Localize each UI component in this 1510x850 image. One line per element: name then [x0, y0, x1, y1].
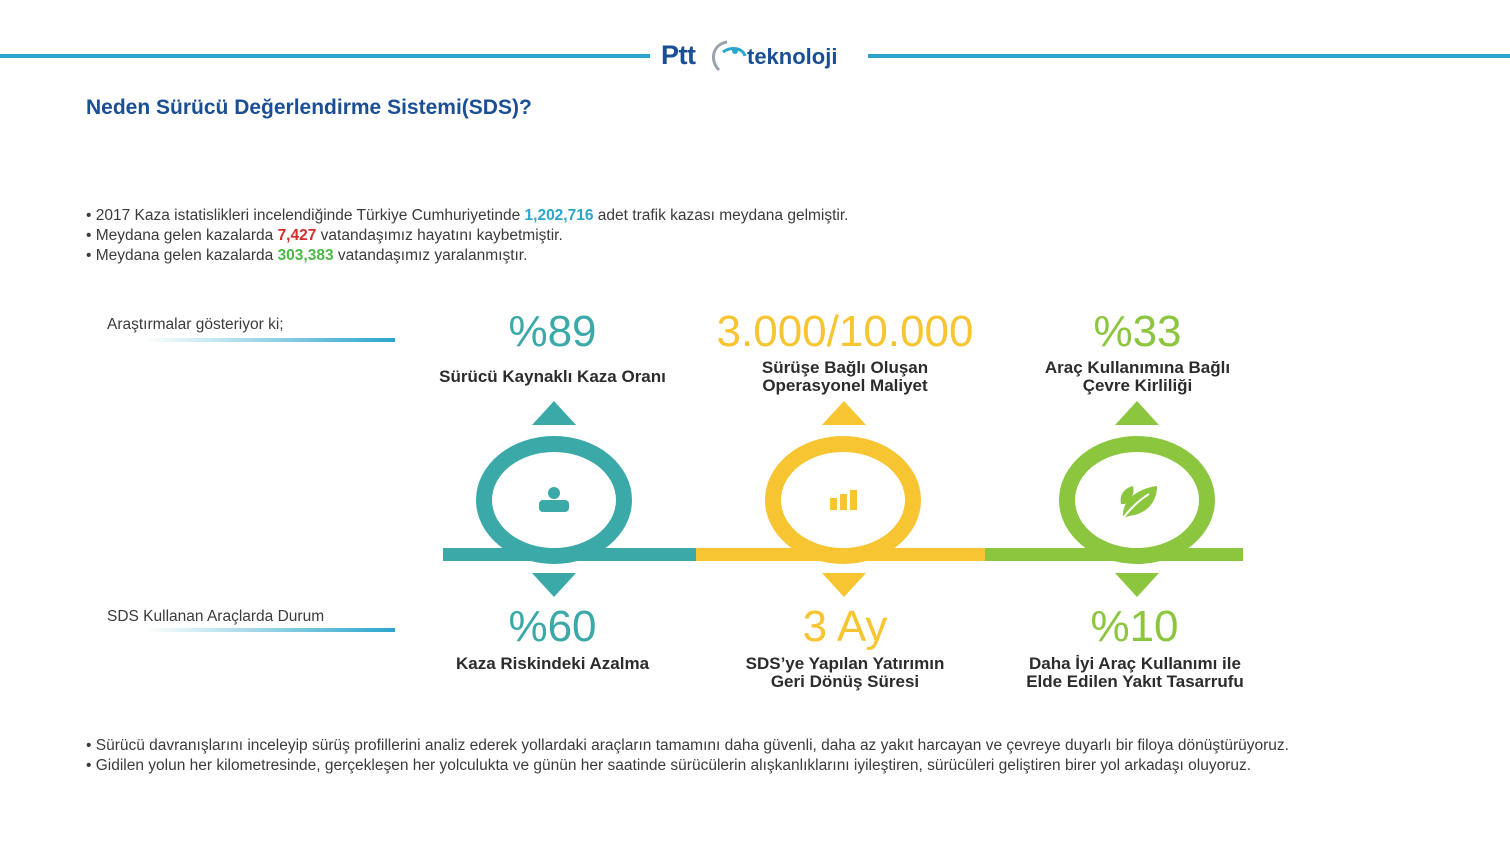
- caption-line: Kaza Riskindeki Azalma: [455, 654, 650, 673]
- caption-line: Sürücü Kaynaklı Kaza Oranı: [439, 367, 666, 386]
- research-caption-2: [700, 359, 990, 395]
- header-rule-left: [0, 54, 650, 58]
- research-underline: [145, 338, 395, 342]
- arrow-up-icon: [822, 401, 866, 425]
- stat-text: vatandaşımız hayatını kaybetmiştir.: [316, 227, 563, 244]
- arrow-up-icon: [532, 401, 576, 425]
- research-caption-3: [1000, 359, 1275, 395]
- sds-status-underline: [145, 628, 395, 632]
- stat-line-injured: [86, 246, 849, 266]
- footer-paragraph-2: • Gidilen yolun her kilometresinde, gerçekleşen her yolculukta ve günün her saatinde sürücülerin alışkanlıklarını iyileştiren, sürücüleri geliştiren birer yol arkadaşı oluyoruz.: [86, 757, 1252, 774]
- caption-line: Daha İyi Araç Kullanımı ile: [1029, 654, 1241, 673]
- caption-line: Sürüşe Bağlı Oluşan: [761, 358, 929, 377]
- caption-line: Operasyonel Maliyet: [762, 376, 928, 395]
- sds-value-1: %60: [508, 602, 597, 651]
- caption-line: SDS’ye Yapılan Yatırımın: [745, 654, 945, 673]
- logo-brand: Ptt: [661, 40, 696, 70]
- stat-value-deaths: 7,427: [277, 227, 317, 244]
- stat-text: • Meydana gelen kazalarda: [86, 247, 278, 264]
- sds-caption-3: [990, 655, 1280, 691]
- caption-line: Araç Kullanımına Bağlı: [1044, 358, 1231, 377]
- sds-caption-2: [700, 655, 990, 691]
- stat-line-deaths: [86, 226, 849, 246]
- logo-swirl-icon: [705, 38, 749, 78]
- research-value-3: %33: [1093, 307, 1182, 356]
- person-icon: [536, 484, 572, 519]
- stat-text: • 2017 Kaza istatislikleri incelendiğinde Türkiye Cumhuriyetinde: [86, 207, 525, 224]
- arrow-down-icon: [822, 573, 866, 597]
- sds-value-2: 3 Ay: [802, 602, 888, 651]
- footer-text: [86, 736, 1366, 776]
- sds-value-3: %10: [1090, 602, 1179, 651]
- stat-text: vatandaşımız yaralanmıştır.: [333, 247, 528, 264]
- bar-chart-icon: [829, 490, 859, 515]
- arrow-down-icon: [532, 573, 576, 597]
- ptt-teknoloji-logo: [655, 38, 865, 78]
- research-value-2: 3.000/10.000: [716, 307, 974, 356]
- research-caption-1: [405, 368, 700, 386]
- sds-status-label: SDS Kullanan Araçlarda Durum: [107, 608, 325, 625]
- stat-value-accidents: 1,202,716: [524, 207, 594, 224]
- accident-stats: [86, 206, 849, 266]
- arrow-up-icon: [1115, 401, 1159, 425]
- leaf-icon: [1117, 482, 1161, 527]
- arrow-down-icon: [1115, 573, 1159, 597]
- sds-caption-1: [405, 655, 700, 673]
- caption-line: Çevre Kirliliği: [1082, 376, 1193, 395]
- header-rule-right: [868, 54, 1510, 58]
- stat-line-accidents: [86, 206, 849, 226]
- stat-text: adet trafik kazası meydana gelmiştir.: [593, 207, 849, 224]
- logo-suffix: teknoloji: [747, 44, 838, 69]
- caption-line: Geri Dönüş Süresi: [770, 672, 920, 691]
- stat-value-injured: 303,383: [277, 247, 334, 264]
- stat-text: • Meydana gelen kazalarda: [86, 227, 278, 244]
- page-title: Neden Sürücü Değerlendirme Sistemi(SDS)?: [86, 96, 532, 119]
- research-label: Araştırmalar gösteriyor ki;: [107, 316, 284, 333]
- caption-line: Elde Edilen Yakıt Tasarrufu: [1026, 672, 1244, 691]
- research-value-1: %89: [508, 307, 597, 356]
- footer-paragraph-1: • Sürücü davranışlarını inceleyip sürüş profillerini analiz ederek yollardaki araçların tamamını daha güvenli, daha az yakıt harcayan ve çevreye duyarlı bir filoya dönüştürüyoruz.: [86, 737, 1289, 754]
